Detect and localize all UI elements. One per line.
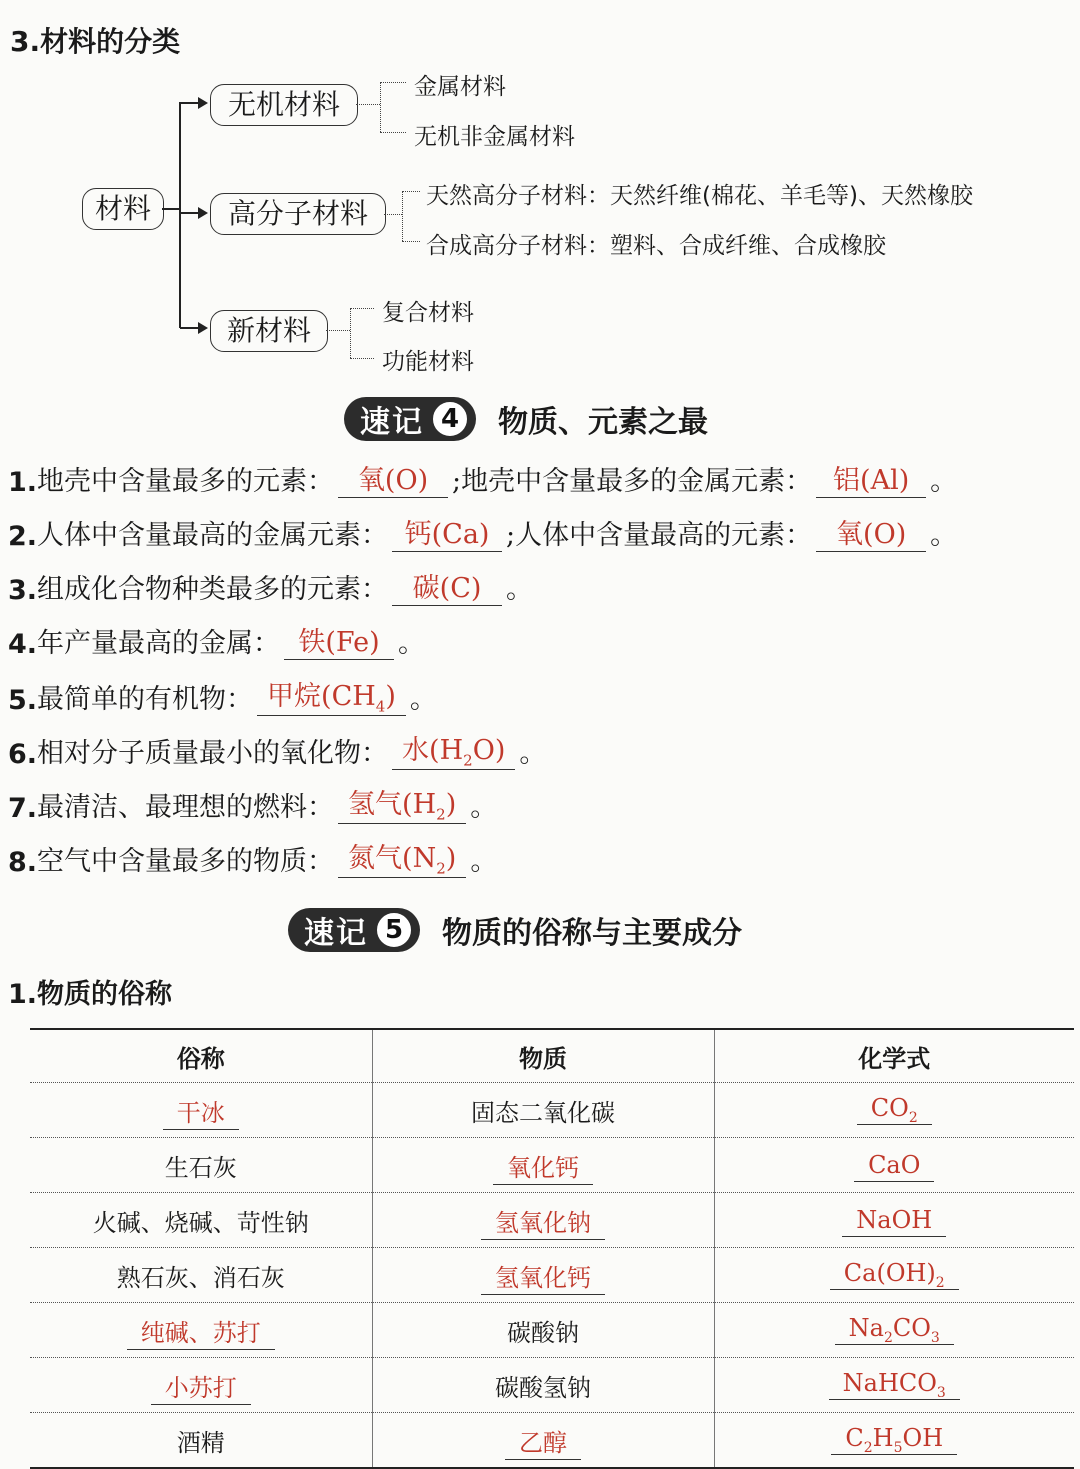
fact-question: 人体中含量最高的金属元素： — [37, 520, 389, 551]
cell-substance: 固态二氧化碳 — [372, 1083, 714, 1138]
fact-number: 2. — [8, 521, 38, 552]
fact-answer: 氧(O) — [338, 458, 448, 498]
cell-formula: $Ca(OH)_2$ — [714, 1248, 1074, 1303]
fact-question: 最清洁、最理想的燃料： — [37, 792, 335, 824]
cell-nickname: 生石灰 — [30, 1138, 372, 1193]
section4-title: 物质、元素之最 — [498, 405, 708, 440]
fact-end: 。 — [398, 628, 426, 659]
fact-item — [8, 728, 546, 770]
fact-item — [8, 836, 497, 878]
cell-formula: NaHCO$_3$ — [714, 1358, 1074, 1413]
fact-number: 5. — [8, 685, 38, 717]
fact-question: 空气中含量最多的物质： — [37, 846, 335, 878]
fact-item — [8, 512, 957, 552]
cell-nickname: 熟石灰、消石灰 — [30, 1248, 372, 1303]
fact-question: ;地壳中含量最多的金属元素： — [452, 466, 813, 497]
fact-answer: 铝(Al) — [816, 458, 926, 498]
cell-substance: 氧化钙 — [372, 1138, 714, 1193]
leaf-functional: 功能材料 — [382, 349, 474, 375]
cell-nickname: 酒精 — [30, 1413, 372, 1469]
section5-subheading: 1.物质的俗称 — [8, 979, 173, 1010]
fact-end: 。 — [506, 574, 534, 605]
leaf-metal: 金属材料 — [414, 74, 506, 100]
fact-item — [8, 674, 437, 716]
fact-question: 最简单的有机物： — [37, 684, 254, 716]
fact-item — [8, 566, 533, 606]
classification-heading: 3.材料的分类 — [10, 25, 181, 58]
table-row — [30, 1358, 1074, 1413]
section5-header — [288, 908, 742, 952]
branch-inorganic: 无机材料 — [210, 84, 358, 126]
fact-item — [8, 782, 497, 824]
fact-question: 年产量最高的金属： — [37, 628, 281, 659]
table-row — [30, 1193, 1074, 1248]
cell-nickname: 纯碱、苏打 — [30, 1303, 372, 1358]
cell-substance: 碳酸钠 — [372, 1303, 714, 1358]
fact-number: 1. — [8, 467, 38, 498]
cell-substance: 氢氧化钠 — [372, 1193, 714, 1248]
fact-answer: 铁(Fe) — [284, 620, 394, 660]
cell-formula: CaO — [714, 1138, 1074, 1193]
cell-nickname: 干冰 — [30, 1083, 372, 1138]
leaf-synthetic-polymer: 合成高分子材料：塑料、合成纤维、合成橡胶 — [426, 233, 886, 259]
table-row — [30, 1413, 1074, 1469]
fact-end: 。 — [470, 846, 498, 878]
branch-polymer: 高分子材料 — [210, 193, 386, 235]
cell-substance: 乙醇 — [372, 1413, 714, 1469]
section5-badge: 速记 5 — [288, 908, 420, 952]
cell-nickname: 小苏打 — [30, 1358, 372, 1413]
table-header-row — [30, 1029, 1074, 1083]
fact-question: 相对分子质量最小的氧化物： — [37, 738, 389, 770]
section5-title: 物质的俗称与主要成分 — [442, 916, 742, 951]
header-formula: 化学式 — [714, 1029, 1074, 1083]
fact-number: 7. — [8, 793, 38, 825]
cell-substance: 碳酸氢钠 — [372, 1358, 714, 1413]
table-row — [30, 1303, 1074, 1358]
fact-number: 3. — [8, 575, 38, 606]
fact-item — [8, 458, 957, 498]
fact-end: 。 — [930, 520, 958, 551]
fact-answer: 甲烷$(CH_4)$ — [257, 674, 406, 716]
cell-nickname: 火碱、烧碱、苛性钠 — [30, 1193, 372, 1248]
leaf-composite: 复合材料 — [382, 300, 474, 326]
fact-question: 地壳中含量最多的元素： — [37, 466, 335, 497]
table-row — [30, 1083, 1074, 1138]
cell-formula: $C_2H_5OH$ — [714, 1413, 1074, 1469]
fact-answer: 氢气$(H_2)$ — [338, 782, 466, 824]
fact-answer: 碳(C) — [392, 566, 502, 606]
fact-end: 。 — [409, 684, 437, 716]
header-nickname: 俗称 — [30, 1029, 372, 1083]
fact-end: 。 — [470, 792, 498, 824]
cell-formula: NaOH — [714, 1193, 1074, 1248]
fact-number: 8. — [8, 847, 38, 879]
fact-item — [8, 620, 425, 660]
tree-root: 材料 — [82, 188, 164, 230]
branch-new: 新材料 — [210, 310, 328, 352]
header-substance: 物质 — [372, 1029, 714, 1083]
table-row — [30, 1248, 1074, 1303]
nickname-table — [30, 1028, 1074, 1469]
section4-header — [344, 397, 708, 441]
leaf-natural-polymer: 天然高分子材料：天然纤维(棉花、羊毛等)、天然橡胶 — [426, 183, 973, 209]
section4-badge: 速记 4 — [344, 397, 476, 441]
fact-end: 。 — [930, 466, 958, 497]
fact-answer: 钙(Ca) — [392, 512, 502, 552]
cell-substance: 氢氧化钙 — [372, 1248, 714, 1303]
cell-formula: $Na_2CO_3$ — [714, 1303, 1074, 1358]
fact-number: 6. — [8, 739, 38, 771]
fact-number: 4. — [8, 629, 38, 660]
cell-formula: $CO_2$ — [714, 1083, 1074, 1138]
fact-question: ;人体中含量最高的元素： — [506, 520, 813, 551]
fact-answer: 氧(O) — [816, 512, 926, 552]
table-row — [30, 1138, 1074, 1193]
fact-answer: 水$(H_2O)$ — [392, 728, 515, 770]
leaf-inorganic-nonmetal: 无机非金属材料 — [414, 124, 575, 150]
fact-end: 。 — [519, 738, 547, 770]
fact-answer: 氮气$(N_2)$ — [338, 836, 466, 878]
fact-question: 组成化合物种类最多的元素： — [37, 574, 389, 605]
